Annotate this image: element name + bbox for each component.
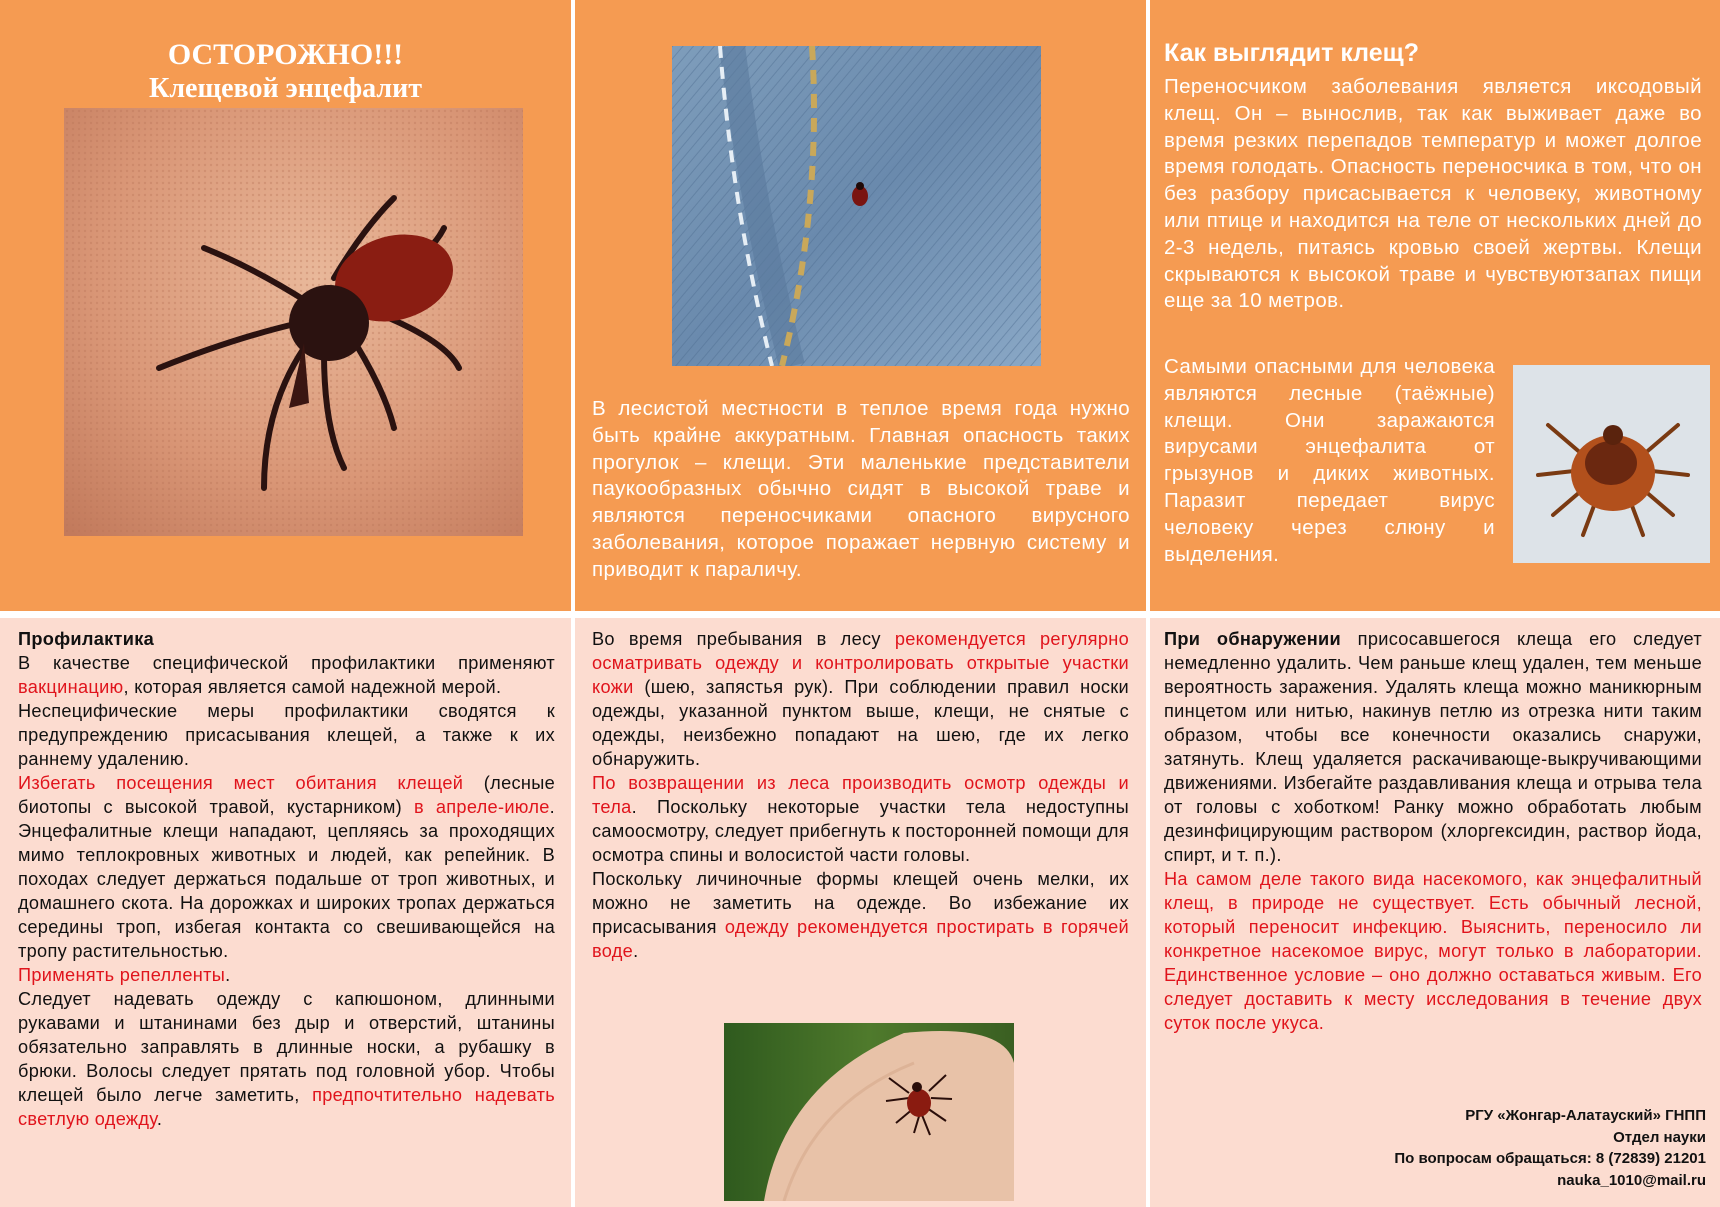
phone-line: По вопросам обращаться: 8 (72839) 21201 [1394, 1150, 1706, 1167]
tick-closeup-photo [64, 108, 523, 536]
vaccination-highlight: вакцинацию [18, 677, 124, 697]
organization-name: РГУ «Жонгар-Алатауский» ГНПП [1465, 1107, 1706, 1124]
prevention-text: Профилактика В качестве специфической профилактики применяют вакцинацию, которая является самой надежной мерой. Неспецифические меры профилактики сводятся к предупреждению присасывания клещей, а также к их раннему удалению. Избегать посещения мест обитания клещей (лесные биотопы с высокой травой, кустарником) в апреле-июле. Энцефалитные клещи нападают, цепляясь за проходящих мимо теплокровных животных и людей, как репейник. В походах следует держаться подальше от троп животных, и домашнего скота. На дорожках и широких тропах держаться середины троп, избегая контакта со свешивающейся на тропу растительностью. Применять репелленты. Следует надевать одежду с капюшоном, длинными рукавами и штанинами без дыр и отверстий, штанины обязательно заправлять в длинные носки, а рубашку в брюки. Волосы следует прятать под головной убор. Чтобы клещей было легче заметить, предпочтительно надевать светлую одежду. [18, 629, 556, 1129]
detection-text: При обнаружении присосавшегося клеща его следует немедленно удалить. Чем раньше клещ удален, тем меньше вероятность заражения. Удалять клеща можно маникюрным пинцетом или нитью, накинув петлю из отрезка нити таким образом, чтобы все конечности оказались снаружи, затянуть. Клещ удаляется раскачивающе-выкручивающими движениями. Избегайте раздавливания клеща и отрыва тела от головы с хоботком! Ранку можно обработать любым дезинфицирующим раствором (хлоргексидин, раствор йода, спирт, и т. п.). На самом деле такого вида насекомого, как энцефалитный клещ, в природе не существует. Есть обычный лесной, который переносит инфекцию. Выяснить, переносило ли конкретное насекомое вирус, могут только в лаборатории. Единственное условие – оно должно оставаться живым. Его следует доставить к месту исследования в течение двух суток после укуса. [1164, 629, 1703, 1033]
department: Отдел науки [1613, 1128, 1706, 1146]
intro-text: В лесистой местности в теплое время года нужно быть крайне аккуратным. Главная опасность таких прогулок – клещи. Эти маленькие представители паукообразных обычно сидят в высокой траве и являются переносчиками опасного вирусного заболевания, которое поражает нервную систему и приводит к параличу. [592, 397, 1130, 581]
prevention-title: Профилактика [18, 629, 155, 649]
appearance-title: Как выглядит клещ? [1164, 39, 1419, 67]
appearance-text: Переносчиком заболевания является иксодовый клещ. Он – вынослив, так как выживает даже во время резких перепадов температур и может долгое время голодать. Опасность переносчика в том, что он без разбору присасывается к человеку, животному или птице и находится на теле от нескольких дней до 2-3 недель, питаясь кровью своей жертвы. Клещи скрываются к высокой траве и чувствуютзапах пищи еще за 10 метров. [1164, 75, 1702, 313]
email[interactable]: nauka_1010@mail.ru [1557, 1171, 1706, 1189]
contact-block [1394, 1105, 1706, 1191]
forest-inspection-text: Во время пребывания в лесу рекомендуется регулярно осматривать одежду и контролировать открытые участки кожи (шею, запястья рук). При соблюдении правил носки одежды, указанной пунктом выше, клещи, не снятые с одежды, неизбежно попадают на шею, где их легко обнаружить. По возвращении из леса производить осмотр одежды и тела. Поскольку некоторые участки тела недоступны самоосмотру, следует прибегнуть к посторонней помощи для осмотра спины и волосистой части головы. Поскольку личиночные формы клещей очень мелки, их можно не заметить на одежде. Во избежание их присасывания одежду рекомендуется простирать в горячей воде. [592, 629, 1130, 961]
tick-on-finger-photo [724, 1023, 1014, 1201]
subtitle: Клещевой энцефалит [149, 73, 422, 104]
taiga-tick-text: Самыми опасными для человека являются лесные (таёжные) клещи. Они заражаются вирусами энцефалита от грызунов и диких животных. Паразит передает вирус человеку через слюну и выделения. [1164, 355, 1495, 566]
main-title: ОСТОРОЖНО!!! [167, 38, 404, 71]
tick-on-jeans-photo [672, 46, 1041, 366]
forest-tick-photo [1513, 365, 1710, 563]
